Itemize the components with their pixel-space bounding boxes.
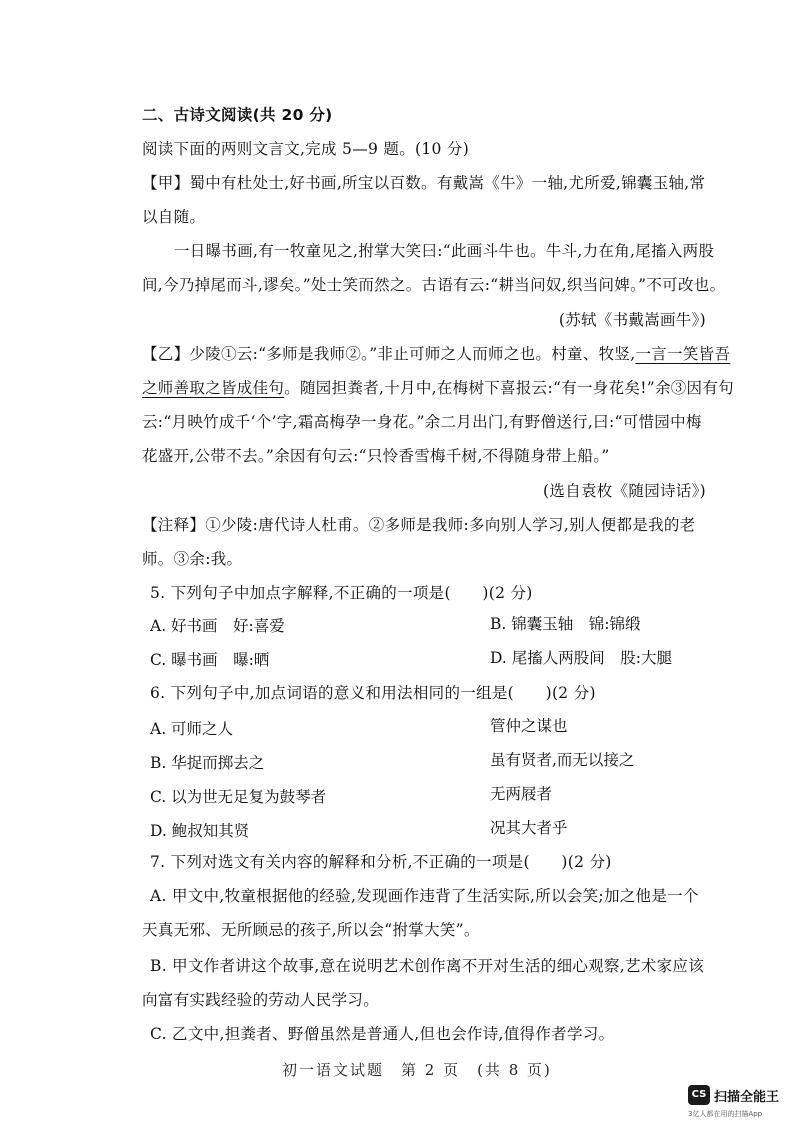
option-a-left: A. 可师之人 [150,720,234,738]
scanner-logo-icon: CS [688,1085,710,1105]
passage-yi-text: 【乙】少陵①云:“多师是我师②。”非止可师之人而师之也。村童、牧竖, [142,345,636,363]
option-b-right: 虽有贤者,而无以接之 [490,751,635,769]
page-footer [282,1050,552,1079]
section-title: 二、古诗文阅读(共 20 分) [142,106,333,124]
passage-yi-line: 云:“月映竹成千‘个’字,霜高梅孕一身花。”余二月出门,有野僧送行,曰:“可惜园中梅 [142,413,702,431]
notes-line: 【注释】①少陵:唐代诗人杜甫。②多师是我师:多向别人学习,别人便都是我的老 [142,516,696,534]
question-stem: 6. 下列句子中,加点词语的意义和用法相同的一组是( )(2 分) [150,684,596,702]
option-d: D. 尾搐人两股间 股:大腿 [490,649,672,667]
passage-jia-source: (苏轼《书戴嵩画牛》) [558,311,706,329]
footer-text: 初一语文试题 第 2 页 (共 8 页) [282,1061,552,1079]
passage-yi-text: 。随园担粪者,十月中,在梅树下喜报云:“有一身花矣!”余③因有句 [284,379,734,397]
notes-line: 师。③余:我。 [142,550,243,568]
option-b-left: B. 华捉而掷去之 [150,754,265,772]
underlined-sentence: 之师善取之皆成佳句 [142,379,285,397]
option-a: A. 好书画 好:喜爱 [150,617,285,635]
option-a-right: 管仲之谋也 [490,717,568,735]
question-stem: 5. 下列句子中加点字解释,不正确的一项是( )(2 分) [150,584,533,602]
question-stem: 7. 下列对选文有关内容的解释和分析,不正确的一项是( )(2 分) [150,853,612,871]
option-b: B. 锦囊玉轴 锦:锦缎 [490,615,641,633]
passage-yi-line [142,344,730,364]
option-b-cont: 向富有实践经验的劳动人民学习。 [142,991,380,1009]
scanner-watermark [688,1085,792,1121]
option-d-left: D. 鲍叔知其贤 [150,822,250,840]
passage-yi-source: (选自袁枚《随园诗话》) [543,482,706,500]
passage-yi-line: 花盛开,公带不去。”余因有句云:“只怜香雪梅千树,不得随身带上船。” [142,447,610,465]
instruction: 阅读下面的两则文言文,完成 5—9 题。(10 分) [142,140,470,158]
option-c-right: 无两屐者 [490,785,553,803]
passage-jia-line: 以自随。 [142,208,206,226]
passage-jia-line: 一日曝书画,有一牧童见之,拊掌大笑曰:“此画斗牛也。牛斗,力在角,尾搐入两股 [174,242,715,260]
option-d-right: 况其大者乎 [490,819,568,837]
scanner-tagline: 3亿人都在用的扫描App [688,1110,763,1118]
passage-jia-line: 间,今乃掉尾而斗,谬矣。”处士笑而然之。古语有云:“耕当问奴,织当问婢。”不可改也。 [142,276,726,294]
scanner-app-name: 扫描全能王 [714,1090,780,1105]
option-b: B. 甲文作者讲这个故事,意在说明艺术创作离不开对生活的细心观察,艺术家应该 [150,957,705,975]
passage-yi-line [142,378,734,398]
option-a-cont: 天真无邪、无所顾忌的孩子,所以会“拊掌大笑”。 [142,921,480,939]
option-c: C. 乙文中,担粪者、野僧虽然是普通人,但也会作诗,值得作者学习。 [150,1025,615,1043]
option-a: A. 甲文中,牧童根据他的经验,发现画作违背了生活实际,所以会笑;加之他是一个 [150,887,699,905]
passage-jia-line: 【甲】蜀中有杜处士,好书画,所宝以百数。有戴嵩《牛》一轴,尤所爱,锦囊玉轴,常 [142,174,706,192]
option-c: C. 曝书画 曝:晒 [150,651,270,669]
option-c-left: C. 以为世无足复为鼓琴者 [150,788,327,806]
underlined-sentence: 一言一笑皆吾 [635,345,731,363]
